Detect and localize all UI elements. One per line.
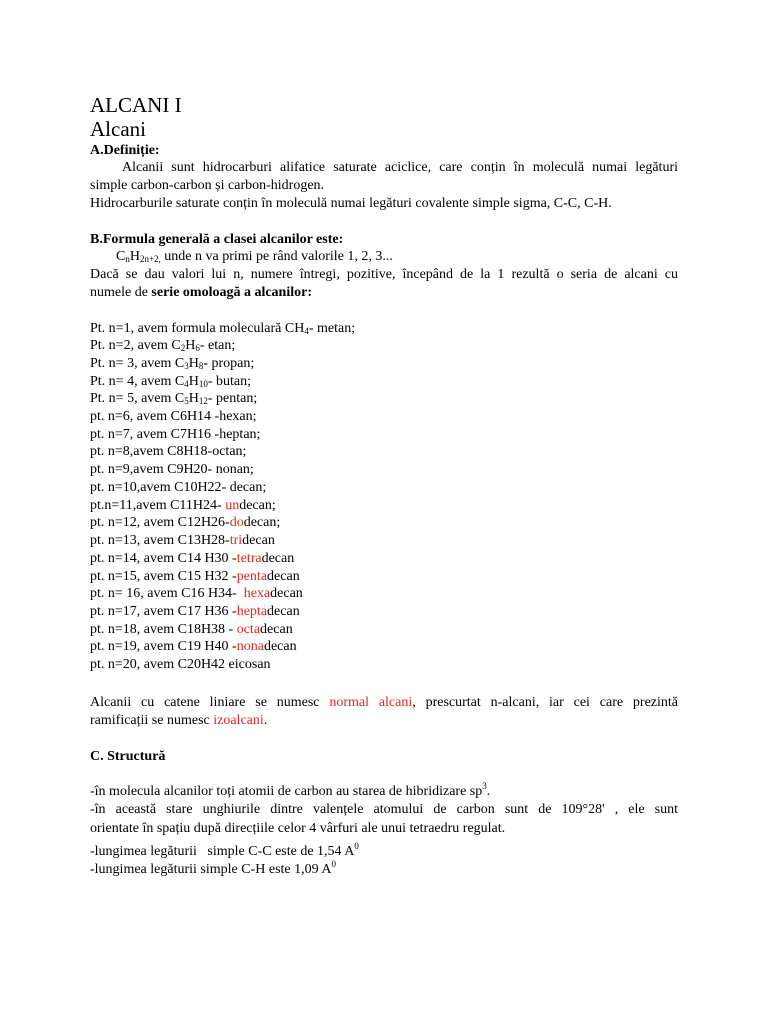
series-row: pt. n=18, avem C18H38 - octadecan bbox=[90, 622, 293, 637]
series-row: pt. n=8,avem C8H18-octan; bbox=[90, 444, 247, 459]
series-row: pt. n=20, avem C20H42 eicosan bbox=[90, 657, 271, 672]
series-row: pt. n=10,avem C10H22- decan; bbox=[90, 480, 267, 495]
page-title: ALCANI I bbox=[90, 93, 182, 117]
series-row: Pt. n= 4, avem $C_4H_{10}-$ butan; bbox=[90, 374, 252, 389]
definition-line-3: Hidrocarburile saturate conțin în moleculă numai legături covalente simple sigma, C-C, C-H. bbox=[90, 196, 612, 211]
structure-line-4: -lungimea legăturii simple C-C este de 1,54 $A^0$ bbox=[90, 841, 359, 859]
structure-line-1: -în molecula alcanilor toți atomii de carbon au starea de hibridizare $sp^3$. bbox=[90, 781, 491, 799]
section-c-heading: C. Structură bbox=[90, 749, 166, 764]
series-row: pt. n=12, avem C12H26-dodecan; bbox=[90, 515, 281, 530]
section-a-heading: A.Definiție: bbox=[90, 143, 160, 158]
series-row: pt. n=7, avem C7H16 -heptan; bbox=[90, 427, 261, 442]
series-row: pt. n= 16, avem C16 H34- hexadecan bbox=[90, 586, 303, 601]
definition-line-1: Alcanii sunt hidrocarburi alifatice saturate aciclice, care conțin în moleculă numai legături bbox=[122, 160, 678, 175]
general-formula: $C_nH_{2n+2,}$ unde n va primi pe rând valorile 1, 2, 3... bbox=[116, 249, 393, 264]
series-row: pt. n=9,avem C9H20- nonan; bbox=[90, 462, 254, 477]
series-row: pt. n=19, avem C19 H40 -nonadecan bbox=[90, 639, 297, 654]
series-row: pt. n=6, avem C6H14 -hexan; bbox=[90, 409, 257, 424]
definition-line-2: simple carbon-carbon și carbon-hidrogen. bbox=[90, 178, 325, 193]
structure-line-2: -în această stare unghiurile dintre valențele atomului de carbon sunt de 109°28' , ele sunt bbox=[90, 802, 678, 817]
series-name-line: numele de serie omoloagă a alcanilor: bbox=[90, 285, 312, 300]
series-row: Pt. n= 5, avem $C_5H_{12}-$ pentan; bbox=[90, 391, 258, 406]
normal-alkanes-line-2: ramificații se numesc izoalcani. bbox=[90, 713, 268, 728]
series-row: pt. n=13, avem C13H28-tridecan bbox=[90, 533, 275, 548]
series-row: pt. n=17, avem C17 H36 -heptadecan bbox=[90, 604, 300, 619]
structure-line-3: orientate în spațiu după direcțiile celor 4 vârfuri ale unui tetraedru regulat. bbox=[90, 821, 506, 836]
series-intro-line: Dacă se dau valori lui n, numere întregi, pozitive, începând de la 1 rezultă o seria de alcani cu bbox=[90, 267, 678, 282]
structure-line-5: -lungimea legăturii simple C-H este 1,09 $A^0$ bbox=[90, 859, 336, 877]
series-row: pt. n=15, avem C15 H32 -pentadecan bbox=[90, 569, 300, 584]
series-row: pt. n=14, avem C14 H30 -tetradecan bbox=[90, 551, 295, 566]
series-row: Pt. n=1, avem formula moleculară $CH_4-$ metan; bbox=[90, 321, 356, 336]
page-subtitle: Alcani bbox=[90, 117, 146, 141]
section-b-heading: B.Formula generală a clasei alcanilor este: bbox=[90, 232, 344, 247]
normal-alkanes-line-1: Alcanii cu catene liniare se numesc normal alcani, prescurtat n-alcani, iar cei care prezintă bbox=[90, 695, 679, 710]
series-row: pt.n=11,avem C11H24- undecan; bbox=[90, 498, 276, 513]
series-row: Pt. n=2, avem $C_2H_6-$ etan; bbox=[90, 338, 236, 353]
series-row: Pt. n= 3, avem $C_3H_8-$ propan; bbox=[90, 356, 255, 371]
